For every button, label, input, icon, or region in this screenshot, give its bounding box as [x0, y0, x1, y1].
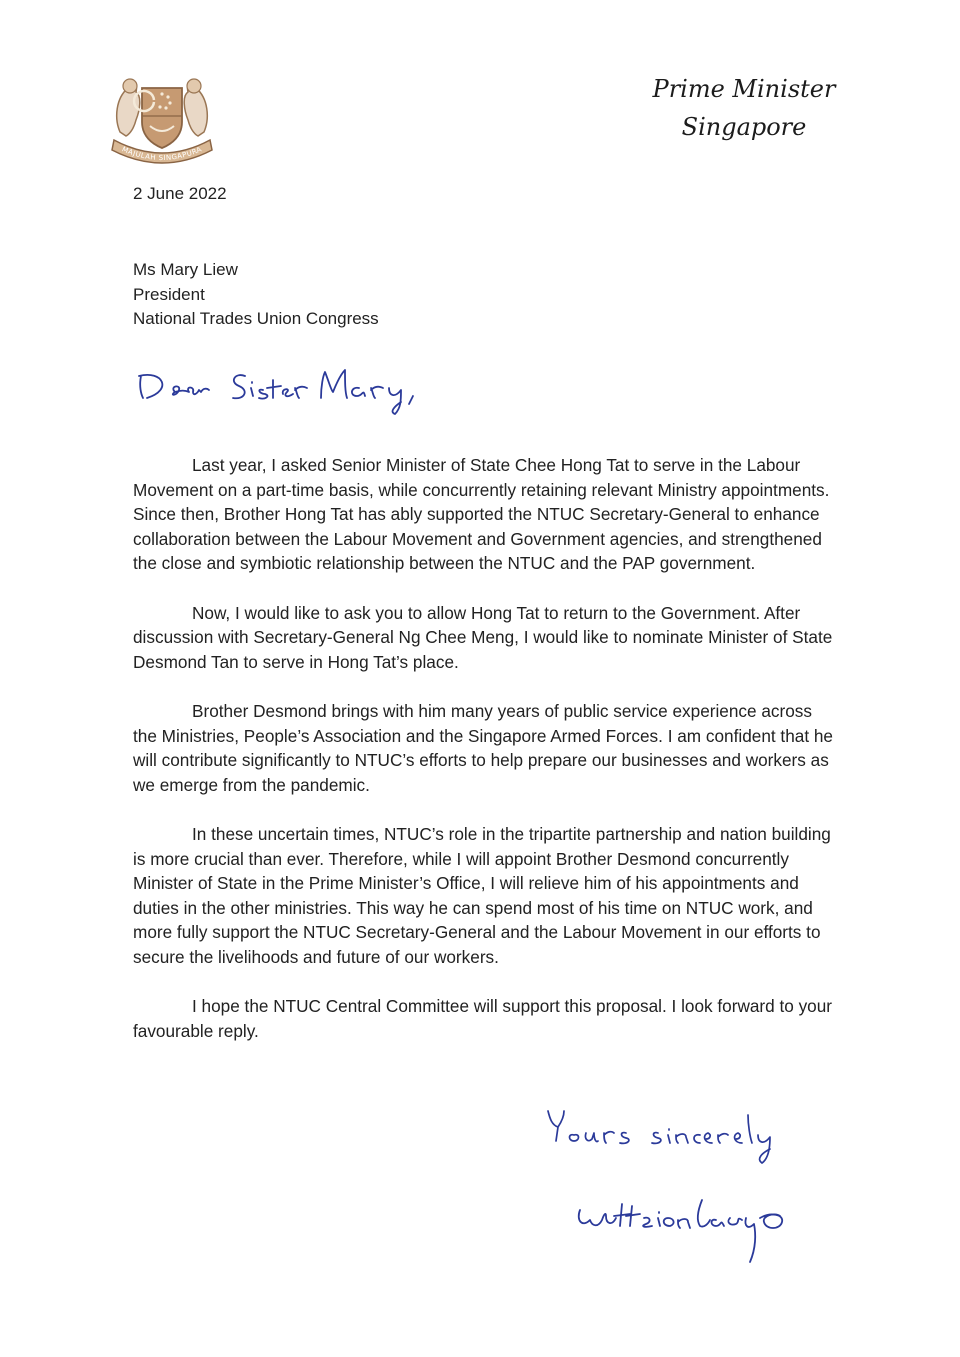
letterhead-line-2: Singapore — [681, 113, 807, 141]
body-paragraph-4: In these uncertain times, NTUC’s role in the tripartite partnership and nation building is more crucial than ever. Therefore, while I will appoint Brother Desmond concurrently Minister of State in the Prime Minister’s Office, I will relieve him of his appointments and duties in the other ministries. This way he can spend most of his time on NTUC work, and more fully support the NTUC Secretary-General and the Labour Movement in our efforts to secure the livelihoods and future of our workers. — [133, 823, 831, 967]
closing-text — [0, 0, 1, 1]
letterhead-line-1: Prime Minister — [652, 75, 836, 103]
letterhead — [634, 70, 854, 146]
addressee-name: Ms Mary Liew — [133, 260, 238, 279]
body-paragraph-1: Last year, I asked Senior Minister of State Chee Hong Tat to serve in the Labour Movement on a part-time basis, while concurrently retaining relevant Ministry appointments. Since then, Brother Hong Tat has ably supported the NTUC Secretary-General to enhance collaboration between the Labour Movement and Government agencies, and strengthened the close and symbiotic relationship between the NTUC and the PAP government. — [133, 455, 830, 574]
salutation-text — [0, 0, 1, 1]
letter-date: 2 June 2022 — [133, 184, 227, 203]
letter-body — [133, 453, 833, 1068]
handwritten-salutation — [133, 356, 433, 416]
addressee-block — [133, 258, 379, 332]
addressee-organization: National Trades Union Congress — [133, 309, 379, 328]
crest-motto: MAJULAH SINGAPURA — [120, 145, 204, 163]
body-paragraph-3: Brother Desmond brings with him many years of public service experience across the Ministries, People’s Association and the Singapore Armed Forces. I am confident that he will contribute significantly to NTUC’s efforts to help prepare our businesses and workers as we emerge from the pandemic. — [133, 700, 833, 795]
body-paragraph-5: I hope the NTUC Central Committee will support this proposal. I look forward to your favourable reply. — [133, 996, 833, 1041]
handwritten-closing — [540, 1105, 780, 1165]
addressee-title: President — [133, 284, 205, 304]
state-crest-icon — [106, 70, 218, 168]
body-paragraph-2: Now, I would like to ask you to allow Hong Tat to return to the Government. After discussion with Secretary-General Ng Chee Meng, I would like to nominate Minister of State Desmond Tan to serve in Hong Tat’s place. — [133, 602, 833, 672]
signature — [570, 1190, 800, 1270]
